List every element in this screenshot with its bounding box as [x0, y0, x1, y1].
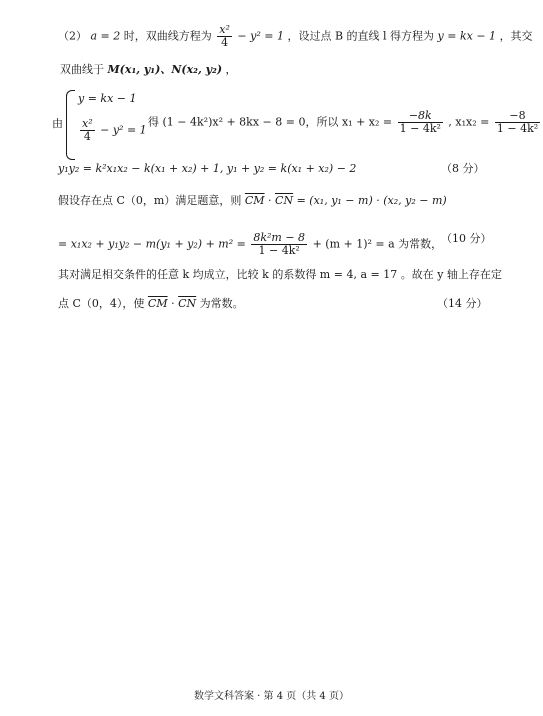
part-label: （2） — [58, 29, 87, 43]
intro-text: 时，双曲线方程为 — [123, 29, 212, 43]
line-equation: y = kx − 1 — [437, 29, 497, 43]
system-label: 由 — [52, 117, 63, 130]
fraction-denominator: 1 − 4k² — [399, 122, 441, 135]
system-fraction — [80, 118, 95, 143]
fraction-denominator: 4 — [80, 130, 95, 143]
y-relations-line: y₁y₂ = k²x₁x₂ − k(x₁ + x₂) + 1, y₁ + y₂ = k(x₁ + x₂) − 2 — [58, 162, 357, 175]
system-eq2-rest: − y² = 1 — [100, 123, 147, 137]
system-brace — [66, 90, 75, 160]
fraction-numerator: x² — [219, 23, 230, 36]
dot-operator: · — [167, 297, 179, 310]
dot-product-result-line — [58, 232, 442, 257]
product-of-roots-fraction — [495, 110, 540, 135]
vector-cn: $\overline{CN}$ — [178, 297, 197, 310]
problem-part2-intro — [58, 24, 533, 49]
expansion-text: = x₁x₂ + y₁y₂ − m(y₁ + y₂) + m² = — [58, 237, 246, 251]
fraction-denominator: 1 − 4k² — [496, 122, 539, 135]
intro-tail: ，其交 — [499, 29, 533, 43]
hyperbola-fraction — [217, 24, 232, 49]
system-equation-2 — [78, 118, 147, 143]
fraction-denominator: 4 — [217, 36, 232, 49]
intersection-text: 双曲线于 — [60, 63, 104, 76]
dot-operator: · — [264, 194, 276, 207]
conclusion-text: 点 C（0，4），使 — [58, 297, 145, 310]
quadratic-derivation — [148, 110, 542, 135]
vector-cm: $\overline{CM}$ — [147, 297, 168, 310]
line-intro-text: ，设过点 B 的直线 l 得方程为 — [287, 29, 435, 43]
fraction-numerator: 8k²m − 8 — [253, 231, 306, 244]
conclusion-line — [58, 297, 244, 311]
constant-condition: + (m + 1)² = a 为常数， — [312, 237, 443, 251]
score-10: （10 分） — [441, 232, 492, 245]
intersection-points: M(x₁, y₁)、N(x₂, y₂) — [107, 63, 223, 76]
conclusion-tail: 为常数。 — [199, 297, 244, 310]
assumption-text: 假设存在点 C（0，m）满足题意，则 — [58, 194, 242, 207]
system-equation-1: y = kx − 1 — [78, 92, 137, 105]
dot-product-fraction — [251, 232, 307, 257]
intersection-points-line — [60, 63, 237, 77]
score-8: （8 分） — [441, 162, 485, 175]
sum-of-roots-fraction — [398, 110, 443, 135]
quadratic-text: 得 (1 − 4k²)x² + 8kx − 8 = 0，所以 x₁ + x₂ = — [148, 115, 393, 129]
product-text: , x₁x₂ = — [448, 115, 490, 129]
assumption-line — [58, 194, 447, 208]
fraction-denominator: 1 − 4k² — [251, 244, 307, 257]
coefficient-comparison-line: 其对满足相交条件的任意 k 均成立，比较 k 的系数得 m = 4, a = 17 。故在 y 轴上存在定 — [58, 268, 502, 281]
score-14: （14 分） — [437, 297, 488, 310]
fraction-numerator: −8k — [408, 109, 432, 122]
fraction-numerator: x² — [82, 117, 93, 130]
fraction-numerator: −8 — [509, 109, 526, 122]
dot-product-expansion: = (x₁, y₁ − m) · (x₂, y₂ − m) — [296, 194, 447, 207]
intersection-tail: ， — [225, 63, 237, 76]
vector-cm: $\overline{CM}$ — [244, 194, 265, 207]
vector-cn: $\overline{CN}$ — [275, 194, 294, 207]
a-value: a = 2 — [90, 29, 121, 43]
page-footer: 数学文科答案 · 第 4 页（共 4 页） — [194, 691, 349, 702]
hyperbola-rest: − y² = 1 — [237, 29, 284, 43]
